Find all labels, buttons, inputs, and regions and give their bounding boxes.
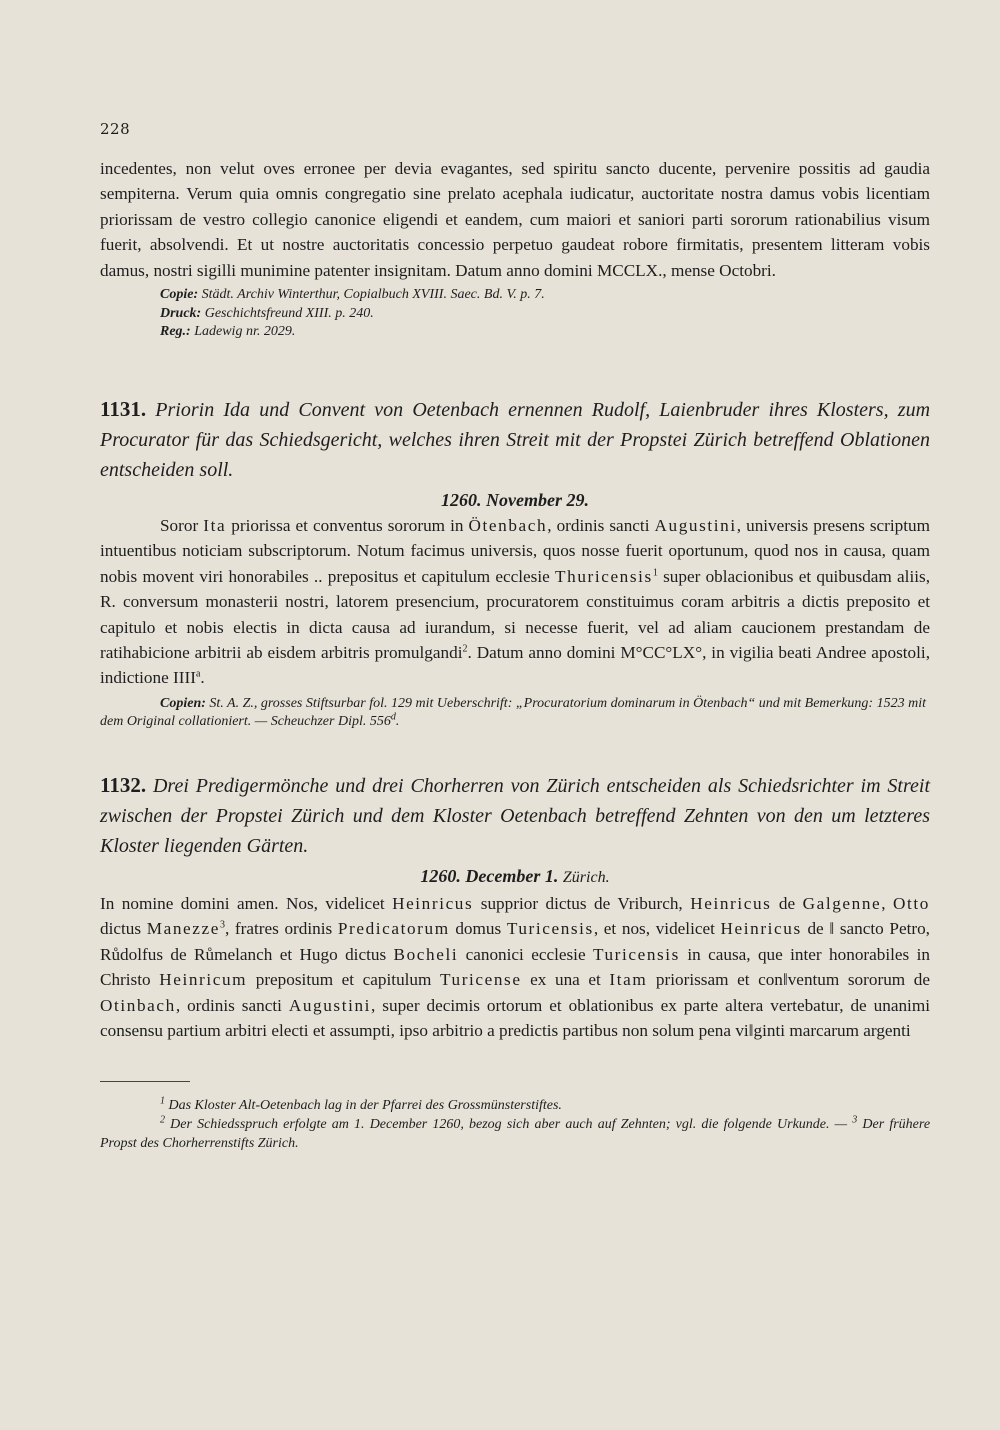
footnote-mark: 1	[652, 567, 658, 579]
text-run: ex una et	[521, 970, 610, 990]
doc-1131-heading	[100, 394, 930, 485]
source-text: Geschichtsfreund XIII. p. 240.	[204, 305, 374, 321]
text-run: . Datum anno domini M°CC°LX°, in vigilia beati Andree apostoli, indictione IIII	[100, 643, 931, 688]
text-run: super oblacionibus et quibusdam aliis, R. conversum monasterii nostri, latorem presencium, procuratorem constituimus coram arbitris a dictis preposito et capitulo et nobis electis in dicta causa ad iurandum, si necesse fuerit, vel ad aliam caucionem prestandam de ratihabicione arbitrii ab eisdem arbitris promulgandi	[100, 566, 930, 663]
footnotes	[100, 1096, 930, 1153]
source-line-reg	[160, 323, 930, 342]
doc-1131-number: 1131.	[100, 397, 147, 421]
text-run: , et nos, videlicet	[593, 919, 721, 939]
source-text: Ladewig nr. 2029.	[194, 324, 296, 340]
name-run: Ötenbach	[468, 516, 548, 535]
text-run: In nomine domini amen. Nos, videlicet	[100, 894, 393, 913]
footnote-mark: 3	[852, 1114, 858, 1126]
name-run: Růdolfus	[100, 944, 164, 964]
footnote-2-3	[100, 1115, 930, 1153]
text-run: prepositum et capitulum	[247, 970, 440, 990]
text-run: canonici ecclesie	[458, 944, 593, 964]
text-run: , ordinis sancti	[547, 516, 655, 535]
source-label: Copie:	[160, 287, 199, 303]
text-run: ,	[881, 894, 894, 913]
name-run: Manezze	[146, 919, 220, 939]
text-run: , universis presens scriptum intuentibus noticiam subscriptorum. Notum facimus universis, quos nosse fuerit oportunum, quod nos in causa, quam nobis movent viri honorabiles .. prepositus et capitulum ecclesie	[100, 516, 930, 586]
document-1132	[100, 770, 930, 1043]
footnote-mark: 1	[160, 1095, 165, 1107]
name-run: Heinricum	[159, 970, 248, 990]
text-run: priorissam et con‖ventum sororum de	[647, 970, 930, 990]
text-run: supprior dictus de Vriburch,	[473, 894, 691, 913]
text-run: et	[272, 944, 300, 964]
doc-1131-title: Priorin Ida und Convent von Oetenbach ernennen Rudolf, Laienbruder ihres Klosters, zum Procurator für das Schiedsgericht, welches ihren Streit mit der Propstei Zürich betreffend Oblationen entscheiden soll.	[100, 399, 931, 481]
source-line-copie	[160, 286, 930, 305]
continuation-paragraph: incedentes, non velut oves erronee per devia evagantes, sed spiritu sancto ducente, pervenire possitis ad gaudia sempiterna. Verum quia omnis congregatio sine prelato acephala iudicatur, auctoritate nostra damus vobis licentiam priorissam de vestro collegio canonice eligendi et eandem, cum maiori et saniori parti sororum rationabilius visum fuerit, absolvendi. Et ut nostre auctoritatis concessio perpetuo gaudeat robore firmitatis, presentem litteram vobis damus, nostri sigilli munimine patenter insignitam. Datum anno domini MCCLX., mense Octobri.	[100, 159, 930, 280]
text-run: , ordinis sancti	[175, 995, 289, 1015]
text-run: in causa, que inter honorabiles in Christo	[100, 944, 930, 990]
text-run: priorissa et conventus sororum in	[226, 516, 469, 535]
name-run: Galgenne	[802, 894, 882, 913]
text-run: Soror	[160, 516, 204, 535]
source-text: Städt. Archiv Winterthur, Copialbuch XVIII. Saec. Bd. V. p. 7.	[201, 287, 545, 303]
name-run: Heinricus	[392, 894, 474, 913]
source-label: Reg.:	[160, 324, 191, 340]
sources-block-1	[100, 286, 930, 342]
doc-1132-number: 1132.	[100, 773, 147, 797]
name-run: Predicatorum	[337, 919, 450, 939]
doc-1131-sources	[100, 695, 930, 732]
doc-1131-date: 1260. November 29.	[441, 490, 589, 510]
text-run: de	[771, 894, 803, 913]
doc-1131-text	[100, 513, 930, 691]
note-mark: d	[390, 711, 396, 723]
source-label: Druck:	[160, 305, 202, 321]
doc-1132-heading	[100, 770, 930, 861]
footnote-text: Der Schiedsspruch erfolgte am 1. December 1260, bezog sich aber auch auf Zehnten; vgl. die folgende Urkunde. —	[170, 1117, 848, 1132]
name-run: Turicensis	[506, 919, 594, 939]
name-run: Turicense	[440, 970, 522, 990]
name-run: Růmelanch	[194, 944, 273, 964]
name-run: Ita	[203, 516, 227, 535]
text-run: de	[163, 944, 195, 964]
source-label: Copien:	[160, 695, 206, 711]
footnote-mark: 3	[219, 919, 225, 931]
name-run: Hugo	[299, 944, 338, 964]
source-line-druck	[160, 305, 930, 324]
name-run: Heinricus	[720, 919, 802, 939]
footnote-mark: 2	[160, 1114, 165, 1126]
text-run: de ‖ sancto Petro,	[801, 919, 930, 939]
place-text: Zürich.	[562, 869, 610, 886]
name-run: Thuricensis	[555, 566, 653, 586]
footnote-1	[100, 1096, 930, 1115]
name-run: Otinbach	[100, 995, 176, 1015]
note-mark: a	[195, 668, 201, 680]
name-run: Otto	[893, 894, 930, 913]
continuation-section	[100, 156, 930, 342]
document-1131	[100, 394, 930, 732]
doc-1132-text	[100, 891, 930, 1043]
name-run: Itam	[609, 970, 648, 990]
name-run: Bocheli	[393, 944, 459, 964]
date-text: 1260. December 1.	[420, 866, 559, 886]
name-run: Augustini	[654, 516, 737, 535]
name-run: Turicensis	[592, 944, 680, 964]
doc-1132-date	[100, 863, 930, 891]
text-run: , fratres ordinis	[224, 919, 338, 939]
name-run: Augustini	[288, 995, 372, 1015]
text-run: dictus	[100, 919, 147, 939]
name-run: Heinricus	[690, 894, 772, 913]
text-run: .	[200, 668, 205, 688]
source-text: .	[395, 714, 400, 730]
text-run: dictus	[337, 944, 394, 964]
text-run: , super decimis ortorum et oblationibus ex parte altera vertebatur, de unanimi consensu partium arbitri electi et assumpti, ipso arbitrio a predictis partibus non solum pena vi‖ginti marcarum argenti	[100, 995, 930, 1041]
footnote-rule	[100, 1081, 190, 1082]
page-number: 228	[100, 120, 131, 138]
doc-1132-title: Drei Predigermönche und drei Chorherren von Zürich entscheiden als Schiedsrichter im Streit zwischen der Propstei Zürich und dem Kloster Oetenbach betreffend Zehnten von den um letzteres Kloster liegenden Gärten.	[100, 775, 931, 857]
footnote-text: Das Kloster Alt-Oetenbach lag in der Pfarrei des Grossmünsterstiftes.	[168, 1098, 562, 1113]
text-run: domus	[449, 919, 507, 939]
source-text: St. A. Z., grosses Stiftsurbar fol. 129 mit Ueberschrift: „Procuratorium dominarum in Ötenbach“ und mit Bemerkung: 1523 mit dem Original collationiert. — Scheuchzer Dipl. 556	[100, 695, 926, 730]
footnote-text: Der frühere Propst des Chorherrenstifts Zürich.	[100, 1117, 931, 1151]
footnote-mark: 2	[462, 643, 468, 655]
